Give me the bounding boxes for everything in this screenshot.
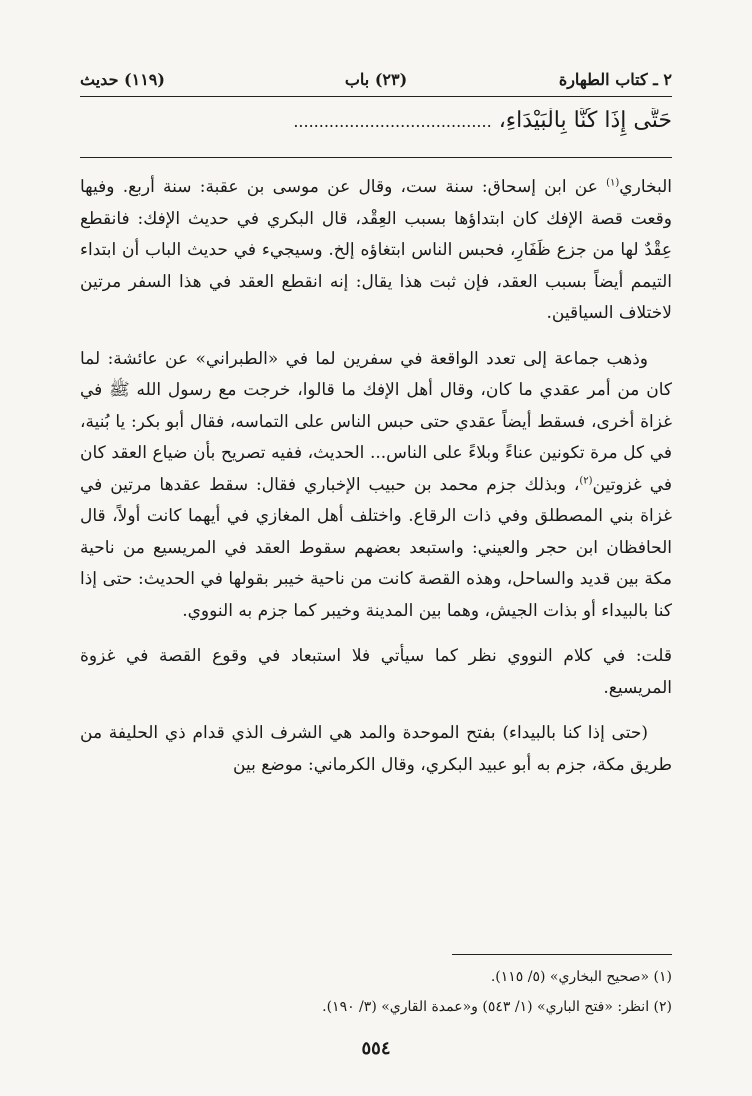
paragraph-2: [80, 344, 672, 628]
header-divider: [80, 157, 672, 158]
hadith-text: حَتَّى إِذَا كُنَّا بِالْبَيْدَاءِ،: [498, 108, 672, 133]
paragraph-1: [80, 172, 672, 330]
running-header: [80, 66, 672, 97]
p1-lead: البخاري: [619, 177, 672, 197]
hadith-dots: .......................................: [293, 112, 492, 131]
footnote-ref-1[interactable]: (١): [606, 177, 620, 189]
page-number: ٥٥٤: [361, 1038, 391, 1059]
footnote-divider: [452, 954, 672, 955]
footnotes: [80, 962, 672, 1022]
hadith-quote: [80, 108, 672, 144]
footnote-1: (١) «صحيح البخاري» (٥/ ١١٥).: [490, 969, 672, 985]
commentary-body: [80, 172, 672, 781]
p1-text: عن ابن إسحاق: سنة ست، وقال عن موسى بن عقبة: سنة أربع. وفيها وقعت قصة الإفك كان ابتداؤها بسبب العِقْد، قال البكري في حديث الإفك: فانقطع عِقْدٌ لها من جزع ظَفَارِ، فحبس الناس ابتغاؤه إلخ. وسيجيء في حديث الباب أن ابتداء التيمم أيضاً بسبب العقد، فإن ثبت هذا يقال: إنه انقطع العقد في هذا السفر مرتين لاختلاف السياقين.: [80, 177, 672, 323]
footnote-ref-2[interactable]: (٢): [579, 474, 593, 486]
paragraph-4: (حتى إذا كنا بالبيداء) بفتح الموحدة والمد هي الشرف الذي قدام ذي الحليفة من طريق مكة، جزم به أبو عبيد البكري، وقال الكرماني: موضع بين: [80, 723, 672, 775]
paragraph-3: قلت: في كلام النووي نظر كما سيأتي فلا استبعاد في وقوع القصة في غزوة المريسيع.: [80, 646, 672, 698]
p2-text-a: وذهب جماعة إلى تعدد الواقعة في سفرين لما في «الطبراني» عن عائشة: لما كان من أمر عقدي ما كان، وقال أهل الإفك ما قالوا، خرجت مع رسول الله ﷺ في غزاة أخرى، فسقط أيضاً عقدي حتى حبس الناس على التماسه، فقال أبو بكر: يا بُنية، في كل مرة تكونين عناءً وبلاءً على الناس... الحديث، ففيه تصريح بأن ضياع العقد كان في غزوتين: [80, 348, 672, 495]
p2-text-b: ، وبذلك جزم محمد بن حبيب الإخباري فقال: سقط عقدها مرتين في غزاة بني المصطلق وفي ذات الرقاع. واختلف أهل المغازي في أيهما كانت أولاً، قال الحافظان ابن حجر والعيني: واستبعد بعضهم سقوط العقد في المريسيع من ناحية مكة بين قديد والساحل، وهذه القصة كانت من ناحية خيبر بقولها في الحديث: حتى إذا كنا بالبيداء أو بذات الجيش، وهما بين المدينة وخيبر كما جزم به النووي.: [80, 474, 672, 621]
footnote-2: (٢) انظر: «فتح الباري» (١/ ٥٤٣) و«عمدة القاري» (٣/ ١٩٠).: [322, 999, 672, 1015]
hadith-number: (١١٩) حديث: [80, 70, 165, 89]
chapter-title: ٢ ـ كتاب الطهارة: [558, 70, 672, 89]
bab-number: (٢٣) باب: [344, 70, 408, 89]
